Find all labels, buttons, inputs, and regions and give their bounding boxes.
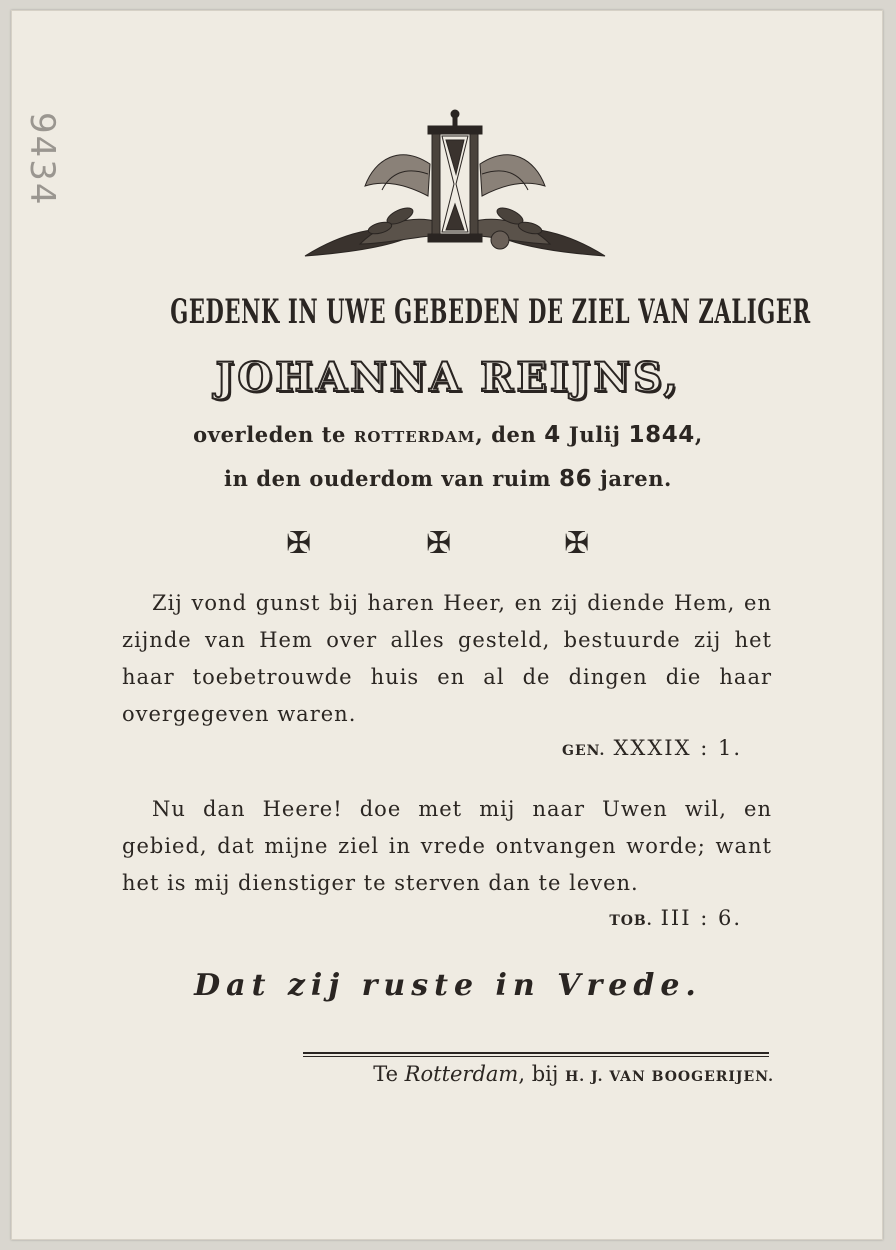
divider-rule-thin	[303, 1056, 769, 1057]
death-city: ROTTERDAM	[353, 428, 476, 446]
imprint-prefix: Te	[373, 1062, 405, 1086]
hourglass-wings-emblem-icon	[300, 104, 610, 262]
pencil-inventory-number: 9434	[22, 112, 62, 207]
imprint-printer: H. J. VAN BOOGERIJEN.	[565, 1069, 774, 1085]
reference-chapter: XXXIX : 1.	[613, 736, 742, 760]
cross-icon: ✠	[564, 526, 590, 561]
printer-imprint	[373, 1062, 774, 1086]
death-day: 4	[544, 422, 561, 448]
age-text: in den ouderdom van ruim	[224, 466, 560, 491]
death-text: overleden te	[193, 422, 354, 447]
age-suffix: jaren.	[592, 466, 672, 491]
death-comma: ,	[694, 422, 703, 447]
divider-rule	[303, 1052, 769, 1054]
imprint-place: Rotterdam	[404, 1062, 519, 1086]
death-month: Julij	[560, 422, 629, 447]
death-details-line	[0, 422, 896, 448]
cross-ornaments	[280, 526, 620, 566]
age-value: 86	[559, 466, 593, 492]
reference-chapter: III : 6.	[660, 906, 742, 930]
cross-icon: ✠	[426, 526, 452, 561]
reference-book: GEN.	[562, 743, 606, 759]
death-text-connector: , den	[475, 422, 545, 447]
cross-icon: ✠	[286, 526, 312, 561]
scripture-reference-tobit	[609, 906, 742, 930]
scripture-verse-genesis: Zij vond gunst bij haren Heer, en zij diende Hem, en zijnde van Hem over alles gesteld, bestuurde zij het haar toebetrouwde huis en al de dingen die haar overgegeven waren.	[122, 591, 772, 726]
imprint-connector: , bij	[518, 1062, 566, 1086]
memorial-heading: GEDENK IN UWE GEBEDEN DE ZIEL VAN ZALIGER	[170, 292, 811, 332]
rest-in-peace-line: Dat zij ruste in Vrede.	[194, 968, 702, 1003]
age-line	[0, 466, 896, 492]
deceased-name: JOHANNA REIJNS,	[215, 354, 681, 401]
scripture-reference-genesis	[562, 736, 742, 760]
reference-book: TOB.	[609, 913, 653, 929]
death-year: 1844	[628, 422, 695, 448]
scripture-verse-tobit: Nu dan Heere! doe met mij naar Uwen wil, en gebied, dat mijne ziel in vrede ontvangen worde; want het is mij dienstiger te sterven dan te leven.	[122, 797, 772, 895]
